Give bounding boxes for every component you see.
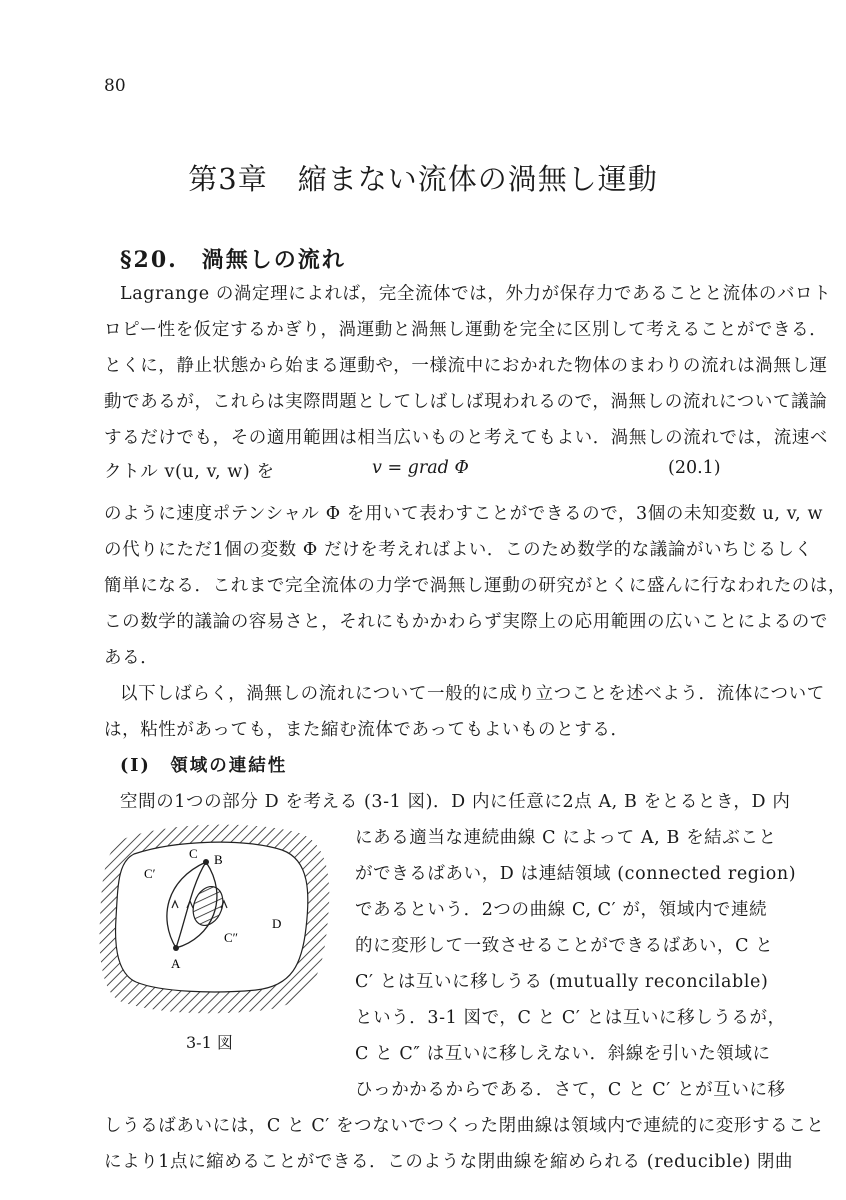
label-d: D bbox=[272, 916, 282, 931]
label-a: A bbox=[171, 956, 181, 971]
text-line: という．3-1 図で，C と C′ とは互いに移しうるが， bbox=[355, 1008, 786, 1028]
label-b: B bbox=[214, 852, 223, 867]
page-number: 80 bbox=[104, 76, 126, 96]
text-line: クトル v(u, v, w) を bbox=[104, 462, 275, 482]
text-line: ある． bbox=[104, 648, 159, 668]
text-line: C′ とは互いに移しうる (mutually reconcilable) bbox=[355, 972, 769, 992]
text-line: Lagrange の渦定理によれば，完全流体では，外力が保存力であることと流体のバロト bbox=[120, 284, 832, 304]
point-a bbox=[173, 945, 179, 951]
text-line: 以下しばらく，渦無しの流れについて一般的に成り立つことを述べよう．流体について bbox=[120, 684, 825, 704]
text-line: により1点に縮めることができる．このような閉曲線を縮められる (reducible) 閉曲 bbox=[104, 1152, 794, 1172]
text-line: 動であるが，これらは実際問題としてしばしば現われるので，渦無しの流れについて議論 bbox=[104, 392, 828, 412]
chapter-title: 第3章 縮まない流体の渦無し運動 bbox=[188, 162, 658, 196]
point-b bbox=[203, 859, 209, 865]
text-line: とくに，静止状態から始まる運動や，一様流中におかれた物体のまわりの流れは渦無し運 bbox=[104, 356, 828, 376]
label-c: C bbox=[189, 846, 198, 861]
text-line: であるという．2つの曲線 C, C′ が，領域内で連続 bbox=[355, 900, 768, 920]
text-line: ができるばあい，D は連結領域 (connected region) bbox=[355, 864, 797, 884]
text-line: しうるばあいには，C と C′ をつないでつくった閉曲線は領域内で連続的に変形すること bbox=[104, 1116, 825, 1136]
equation-number: (20.1) bbox=[668, 458, 721, 478]
text-line: ひっかかるからである．さて，C と C′ とが互いに移 bbox=[355, 1080, 786, 1100]
text-line: 空間の1つの部分 D を考える (3-1 図)．D 内に任意に2点 A, B をとるとき，D 内 bbox=[120, 792, 791, 812]
figure-caption: 3-1 図 bbox=[186, 1033, 233, 1052]
label-c-prime: C′ bbox=[144, 866, 156, 881]
text-line: の代りにただ1個の変数 Φ だけを考えればよい．このため数学的な議論がいちじるしく bbox=[104, 540, 813, 560]
section-heading: §20. 渦無しの流れ bbox=[120, 247, 346, 273]
text-line: C と C″ は互いに移しえない．斜線を引いた領域に bbox=[355, 1044, 771, 1064]
equation: v = grad Φ bbox=[372, 458, 469, 478]
text-line: するだけでも，その適用範囲は相当広いものと考えてもよい．渦無しの流れでは，流速ベ bbox=[104, 428, 828, 448]
text-line: は，粘性があっても，また縮む流体であってもよいものとする． bbox=[104, 720, 629, 740]
text-line: 的に変形して一致させることができるばあい，C と bbox=[355, 936, 774, 956]
figure-3-1 bbox=[96, 818, 334, 1018]
text-line: 簡単になる．これまで完全流体の力学で渦無し運動の研究がとくに盛んに行なわれたのは， bbox=[104, 576, 846, 596]
subsection-heading: (Ⅰ) 領域の連結性 bbox=[120, 756, 288, 776]
text-line: この数学的議論の容易さと，それにもかかわらず実際上の応用範囲の広いことによるので bbox=[104, 612, 828, 632]
text-line: のように速度ポテンシャル Φ を用いて表わすことができるので，3個の未知変数 u, v, w bbox=[104, 504, 824, 524]
text-line: ロピー性を仮定するかぎり，渦運動と渦無し運動を完全に区別して考えることができる． bbox=[104, 320, 828, 340]
label-c-double-prime: C″ bbox=[224, 930, 239, 945]
text-line: にある適当な連続曲線 C によって A, B を結ぶこと bbox=[355, 828, 777, 848]
